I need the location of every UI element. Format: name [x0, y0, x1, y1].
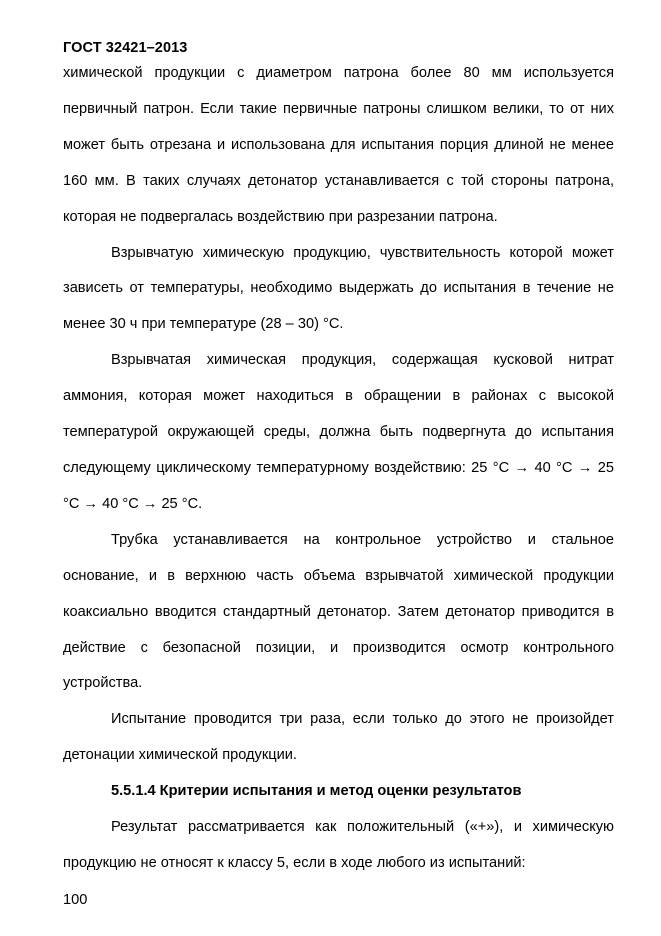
paragraph-continuation: химической продукции с диаметром патрона более 80 мм используется первичный патрон. Если такие первичные патроны слишком велики, то от них может быть отрезана и использована для испытания порция длиной не менее 160 мм. В таких случаях детонатор устанавливается с той стороны патрона, которая не подвергалась воздействию при разрезании патрона. — [63, 65, 614, 225]
paragraph-test-repetition: Испытание проводится три раза, если только до этого не произойдет детонации химической продукции. — [63, 711, 614, 764]
document-body — [63, 56, 614, 882]
document-standard-code: ГОСТ 32421–2013 — [63, 40, 188, 56]
paragraph-temperature-conditioning: Взрывчатую химическую продукцию, чувствительность которой может зависеть от температуры, необходимо выдержать до испытания в течение не менее 30 ч при температуре (28 – 30) °С. — [63, 244, 614, 333]
page-number: 100 — [63, 892, 88, 908]
paragraph-cyclic-temperature: Взрывчатая химическая продукция, содержащая кусковой нитрат аммония, которая может находиться в обращении в районах с высокой температурой окружающей среды, должна быть подвергнута до испытания следующему циклическому температурному воздействию: 25 °С → 40 °С → 25 °С → 40 °С → 25 °С. — [63, 352, 614, 512]
paragraph-test-setup: Трубка устанавливается на контрольное устройство и стальное основание, и в верхнюю часть объема взрывчатой химической продукции коаксиально вводится стандартный детонатор. Затем детонатор приводится в действие с безопасной позиции, и производится осмотр контрольного устройства. — [63, 531, 614, 692]
paragraph-result-criteria: Результат рассматривается как положительный («+»), и химическую продукцию не относят к классу 5, если в ходе любого из испытаний: — [63, 819, 614, 871]
section-heading-criteria: 5.5.1.4 Критерии испытания и метод оценки результатов — [111, 783, 522, 800]
